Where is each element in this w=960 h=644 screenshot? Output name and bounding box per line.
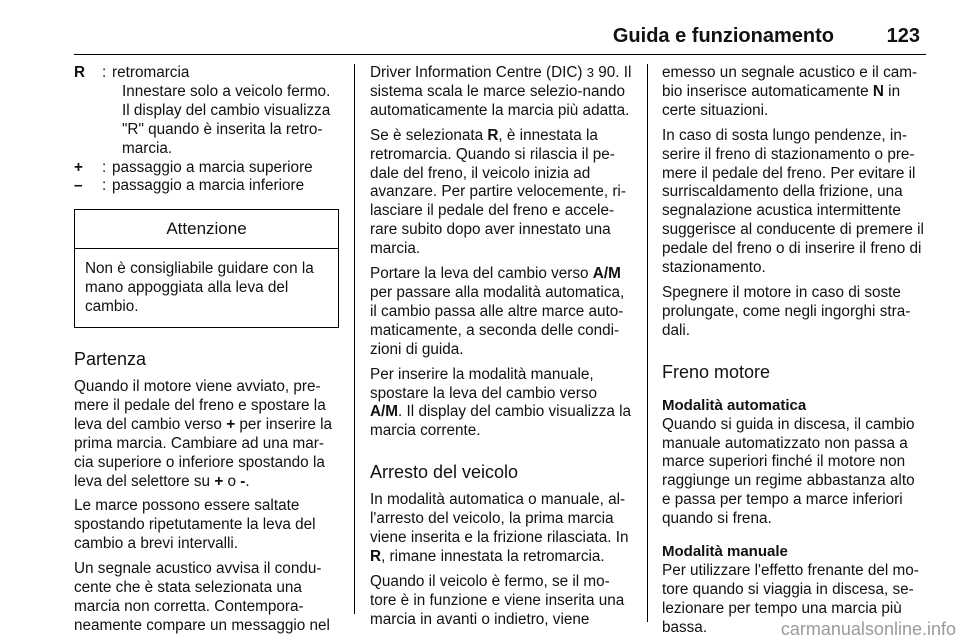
- paragraph: Se è selezionata R, è innestata la retromarcia. Quando si rilascia il pe-dale del freno, il veicolo inizia ad avanzare. Per partire velocemente, ri-lasciare il pedale del freno e accele-rare subito dopo aver innestato una marcia.: [370, 126, 626, 258]
- watermark: carmanualsonline.info: [780, 619, 956, 639]
- paragraph: Per inserire la modalità manuale, spostare la leva del cambio verso A/M. Il display del cambio visualizza la marcia corrente.: [370, 365, 632, 440]
- paragraph: Per utilizzare l'effetto frenante del mo-tore quando si viaggia in discesa, se-lezionare per tempo una marcia più bassa.: [662, 561, 919, 636]
- deflist-value: retromarcia: [112, 64, 190, 81]
- deflist-key: –: [74, 177, 83, 195]
- paragraph: Le marce possono essere saltate spostando ripetutamente la leva del cambio a brevi intervalli.: [74, 497, 316, 553]
- attention-box: [74, 209, 339, 328]
- column-divider-1: [354, 64, 355, 614]
- paragraph: Quando si guida in discesa, il cambio manuale automatizzato non passa a marce superiori finché il motore non raggiunge un regime abbastanza alto e passa per tempo a marce inferiori quando si frena.: [662, 415, 915, 528]
- paragraph: Un segnale acustico avvisa il condu-cente che è stata selezionata una marcia non corretta. Contempora-neamente compare un messaggio nel: [74, 560, 330, 634]
- section-title: Guida e funzionamento: [612, 25, 834, 47]
- column-2: [370, 64, 633, 636]
- deflist-sep: :: [102, 158, 107, 176]
- attention-title: Attenzione: [75, 210, 338, 249]
- deflist-row-r: [74, 64, 339, 83]
- deflist-value: passaggio a marcia superiore: [112, 158, 313, 176]
- deflist-value: passaggio a marcia inferiore: [112, 177, 305, 195]
- paragraph: Spegnere il motore in caso di soste prolungate, come negli ingorghi stra-dali.: [662, 283, 911, 339]
- page-header: [74, 22, 926, 55]
- deflist-sep: :: [102, 177, 107, 195]
- deflist-sub-text: Innestare solo a veicolo fermo. Il display del cambio visualizza "R" quando è inserita la retro-marcia.: [122, 82, 331, 157]
- column-1: [74, 64, 339, 642]
- deflist-row-plus: [74, 159, 339, 178]
- paragraph: Driver Information Centre (DIC) 3 90. Il sistema scala le marce selezio-nando automaticamente la marcia più adatta.: [370, 64, 632, 119]
- deflist-key: +: [74, 158, 83, 176]
- page-number: 123: [886, 25, 920, 47]
- deflist-row-minus: [74, 177, 339, 196]
- page-reference-icon: 3: [586, 65, 594, 80]
- heading-arresto: Arresto del veicolo: [370, 462, 519, 483]
- paragraph: In caso di sosta lungo pendenze, in-serire il freno di stazionamento o pre-mere il pedale del freno. Per evitare il surriscaldamento della frizione, una segnalazione acustica intermittente suggerisce al conducente di premere il pedale del freno o di inserire il freno di stazionamento.: [662, 126, 924, 277]
- paragraph: emesso un segnale acustico e il cam-bio inserisce automaticamente N in certe situazioni.: [662, 64, 918, 119]
- subheading-automatic: Modalità automatica: [662, 396, 807, 414]
- deflist-sep: :: [102, 64, 107, 81]
- gear-definition-list: [74, 64, 339, 196]
- subheading-manual: Modalità manuale: [662, 543, 788, 561]
- heading-freno-motore: Freno motore: [662, 361, 771, 382]
- paragraph: Quando il motore viene avviato, pre-mere il pedale del freno e spostare la leva del cambio verso + per inserire la prima marcia. Cambiare ad una mar-cia superiore o inferiore spostando la leva del selettore su + o -.: [74, 377, 333, 490]
- column-3: [662, 64, 926, 644]
- attention-body: Non è consigliabile guidare con la mano appoggiata alla leva del cambio.: [85, 260, 314, 316]
- heading-partenza: Partenza: [74, 348, 147, 369]
- deflist-key: R: [74, 64, 86, 81]
- paragraph: Portare la leva del cambio verso A/M per passare alla modalità automatica, il cambio passa alle altre marce auto-maticamente, a seconda delle condi-zioni di guida.: [370, 265, 625, 358]
- paragraph: Quando il veicolo è fermo, se il mo-tore è in funzione e viene inserita una marcia in avanti o indietro, viene: [370, 572, 625, 628]
- column-divider-2: [647, 64, 648, 622]
- paragraph: In modalità automatica o manuale, al-l'arresto del veicolo, la prima marcia viene inserita e la frizione rilasciata. In R, rimane innestata la retromarcia.: [370, 491, 629, 565]
